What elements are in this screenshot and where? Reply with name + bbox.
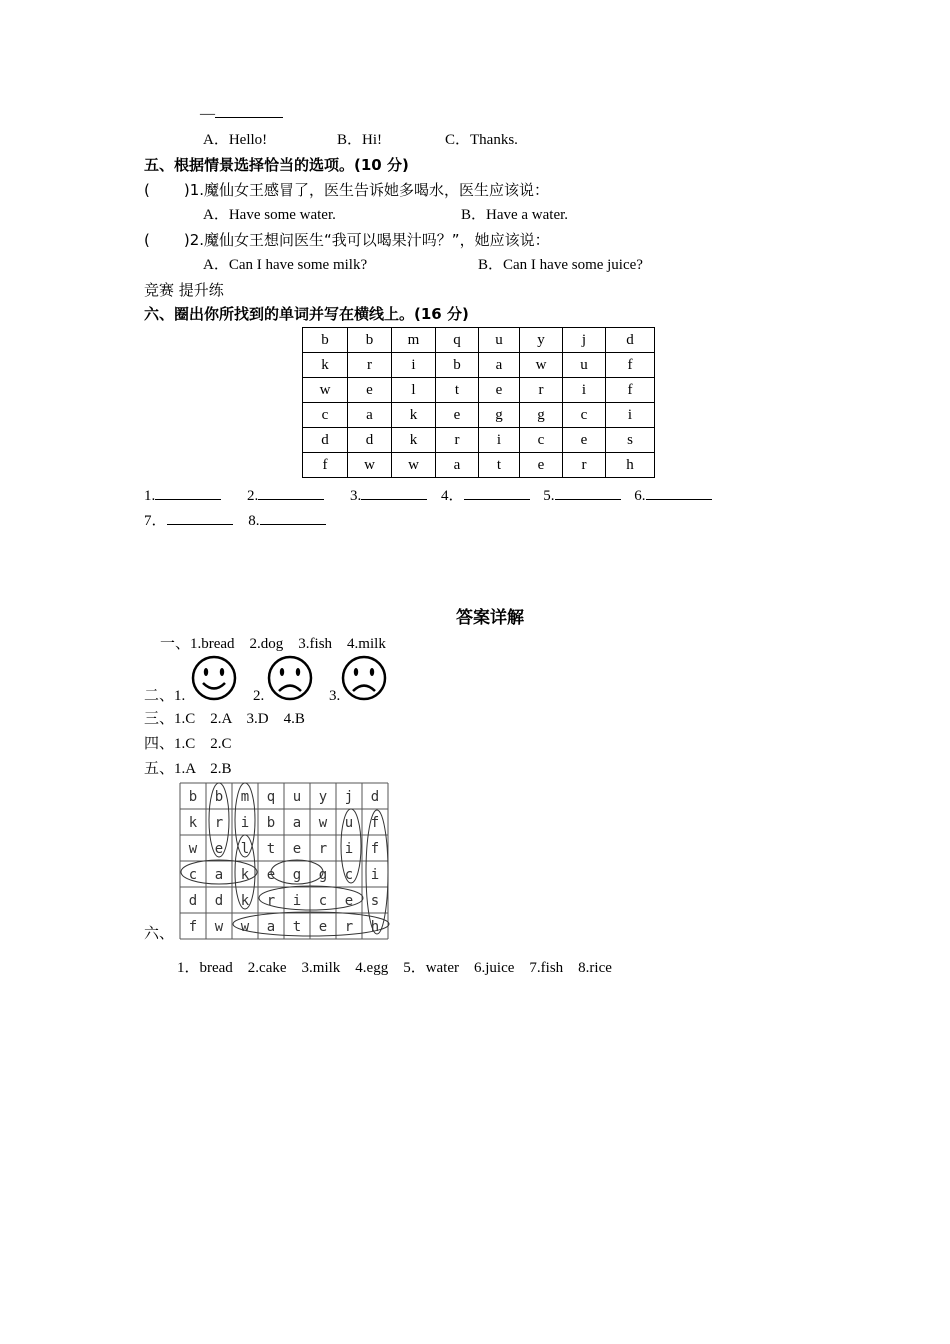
answer-grid-letter: w (214, 919, 224, 935)
grid-row (303, 428, 655, 453)
answer-grid-letter: d (370, 789, 380, 805)
blanks-row-1 (144, 485, 712, 506)
grid-cell: h (606, 453, 655, 478)
answer-grid-letter: s (370, 893, 380, 909)
grid-cell: l (392, 378, 436, 403)
q4-answer-line (200, 103, 283, 124)
blanks-row-2 (144, 510, 326, 531)
answer-grid-letter: i (292, 893, 302, 909)
answer-grid-letter: i (344, 841, 354, 857)
answer-grid-letter: d (214, 893, 224, 909)
answer-grid-letter: a (292, 815, 302, 831)
answer-grid-letter: b (188, 789, 198, 805)
grid-row (303, 328, 655, 353)
section5-title: 五、根据情景选择恰当的选项。(10 分) (144, 156, 409, 174)
grid-cell: w (392, 453, 436, 478)
grid-cell: b (303, 328, 348, 353)
answer-grid-letter: w (188, 841, 198, 857)
grid-cell: c (303, 403, 348, 428)
answer-grid-letter: g (318, 867, 328, 883)
grid-cell: i (606, 403, 655, 428)
grid-cell: e (520, 453, 563, 478)
answer-grid-letter: i (240, 815, 250, 831)
grid-cell: r (563, 453, 606, 478)
answer-grid-letter: w (240, 919, 250, 935)
answer-section6-label: 六、 (144, 926, 175, 942)
answer-grid-letter: f (188, 919, 198, 935)
answer-grid-letter: r (344, 919, 354, 935)
grid-cell: b (348, 328, 392, 353)
grid-cell: a (436, 453, 479, 478)
q1-text: )1.魔仙女王感冒了，医生告诉她多喝水，医生应该说： (183, 181, 550, 199)
grid-cell: e (436, 403, 479, 428)
answer-grid-letter: l (240, 841, 250, 857)
answer-grid-letter: a (266, 919, 276, 935)
blank-label-5: 5. (543, 488, 555, 504)
answer-grid-letter: w (318, 815, 328, 831)
answer-grid-letter: f (370, 841, 380, 857)
grid-cell: w (303, 378, 348, 403)
section5-q2-option-a: A．Can I have some milk? (203, 257, 368, 273)
answer-grid-letter: r (318, 841, 328, 857)
answer-grid-letter: t (292, 919, 302, 935)
blank-label-7: 7． (144, 513, 167, 529)
blank-8 (260, 510, 326, 525)
grid-row (303, 453, 655, 478)
grid-cell: k (303, 353, 348, 378)
q1-paren-open: ( (144, 181, 150, 199)
blank-label-3: 3. (350, 488, 362, 504)
section5-q1-option-a: A．Have some water. (203, 207, 336, 223)
grid-cell: b (436, 353, 479, 378)
grid-cell: d (348, 428, 392, 453)
answer-section3: 三、1.C 2.A 3.D 4.B (144, 711, 305, 727)
q4-dash: — (200, 106, 215, 122)
answer-grid-letter: j (344, 789, 354, 805)
grid-cell: a (479, 353, 520, 378)
grid-cell: f (606, 353, 655, 378)
answer-grid-letter: d (188, 893, 198, 909)
blank-1 (155, 485, 221, 500)
answer-section5: 五、1.A 2.B (144, 761, 232, 777)
grid-cell: t (479, 453, 520, 478)
blank-2 (258, 485, 324, 500)
answer-section4: 四、1.C 2.C (144, 736, 232, 752)
answers-title: 答案详解 (456, 608, 524, 628)
q2-text: )2.魔仙女王想问医生“我可以喝果汁吗？”，她应该说： (183, 231, 550, 249)
grid-cell: e (479, 378, 520, 403)
answer-grid-letter: c (188, 867, 198, 883)
grid-cell: a (348, 403, 392, 428)
answer-grid-letter: a (214, 867, 224, 883)
grid-cell: u (563, 353, 606, 378)
blank-label-2: 2. (247, 488, 259, 504)
answer-section6-words: 1．bread 2.cake 3.milk 4.egg 5．water 6.juice 7.fish 8.rice (177, 960, 612, 976)
answer-grid-letter: g (292, 867, 302, 883)
grid-cell: c (563, 403, 606, 428)
q4-blank (215, 103, 283, 118)
grid-cell: e (563, 428, 606, 453)
grid-cell: w (520, 353, 563, 378)
answer-grid-letter: t (266, 841, 276, 857)
word-search-grid (302, 327, 655, 478)
blank-4 (464, 485, 530, 500)
grid-row (303, 378, 655, 403)
answer-grid-letter: e (318, 919, 328, 935)
answer-grid-letter: u (344, 815, 354, 831)
q4-option-b: B．Hi! (337, 132, 383, 148)
grid-cell: e (348, 378, 392, 403)
answer-grid-letter: h (370, 919, 380, 935)
section5-q1-option-b: B．Have a water. (461, 207, 569, 223)
grid-cell: t (436, 378, 479, 403)
answer-grid-letter: q (266, 789, 276, 805)
answer-grid-letter: k (188, 815, 198, 831)
grid-row (303, 403, 655, 428)
answer-grid-letter: y (318, 789, 328, 805)
section5-q1 (144, 180, 549, 200)
smiley-face-icon (190, 654, 238, 702)
frowning-face-icon (266, 654, 314, 702)
grid-cell: i (479, 428, 520, 453)
grid-cell: k (392, 403, 436, 428)
answer-section2-n3: 3. (329, 688, 341, 704)
grid-cell: m (392, 328, 436, 353)
grid-cell: g (479, 403, 520, 428)
grid-cell: w (348, 453, 392, 478)
answer-grid-letter: u (292, 789, 302, 805)
competition-label: 竞赛 提升练 (144, 281, 224, 299)
answer-grid-letter: m (240, 789, 250, 805)
answer-grid-letter: r (214, 815, 224, 831)
grid-cell: s (606, 428, 655, 453)
section5-q2-option-b: B．Can I have some juice? (478, 257, 643, 273)
answer-section2-n2: 2. (253, 688, 265, 704)
blank-label-6: 6. (634, 488, 646, 504)
grid-cell: k (392, 428, 436, 453)
grid-cell: j (563, 328, 606, 353)
q2-paren-open: ( (144, 231, 150, 249)
grid-cell: i (392, 353, 436, 378)
grid-cell: g (520, 403, 563, 428)
grid-cell: f (303, 453, 348, 478)
blank-label-4: 4． (441, 488, 464, 504)
answer-grid-letter: e (266, 867, 276, 883)
answer-section1: 一、1.bread 2.dog 3.fish 4.milk (160, 636, 386, 652)
answer-grid-letter: f (370, 815, 380, 831)
grid-cell: u (479, 328, 520, 353)
grid-cell: r (348, 353, 392, 378)
blank-3 (361, 485, 427, 500)
grid-cell: d (606, 328, 655, 353)
answer-grid-letter: c (344, 867, 354, 883)
answer-grid-letter: e (214, 841, 224, 857)
answer-grid-letter: e (292, 841, 302, 857)
circle-water (233, 912, 389, 936)
section6-title: 六、圈出你所找到的单词并写在横线上。(16 分) (144, 305, 469, 323)
section5-q2 (144, 230, 550, 250)
answer-grid-letter: k (240, 867, 250, 883)
blank-label-1: 1. (144, 488, 156, 504)
grid-cell: r (520, 378, 563, 403)
q4-option-c: C．Thanks. (445, 132, 518, 148)
answer-grid-letter: b (266, 815, 276, 831)
grid-row (303, 353, 655, 378)
blank-5 (555, 485, 621, 500)
grid-cell: r (436, 428, 479, 453)
grid-cell: f (606, 378, 655, 403)
answer-grid-letter: e (344, 893, 354, 909)
answer-grid-letter: b (214, 789, 224, 805)
blank-6 (646, 485, 712, 500)
answer-grid-letter: i (370, 867, 380, 883)
answer-grid-letter: c (318, 893, 328, 909)
blank-label-8: 8. (248, 513, 260, 529)
grid-cell: d (303, 428, 348, 453)
grid-cell: q (436, 328, 479, 353)
q4-option-a: A．Hello! (203, 132, 268, 148)
grid-cell: y (520, 328, 563, 353)
answer-grid-letter: r (266, 893, 276, 909)
grid-cell: c (520, 428, 563, 453)
answer-word-grid (179, 782, 393, 940)
blank-7 (167, 510, 233, 525)
frowning-face-icon (340, 654, 388, 702)
answer-grid-letter: k (240, 893, 250, 909)
grid-cell: i (563, 378, 606, 403)
answer-section2-label: 二、1. (144, 688, 186, 704)
